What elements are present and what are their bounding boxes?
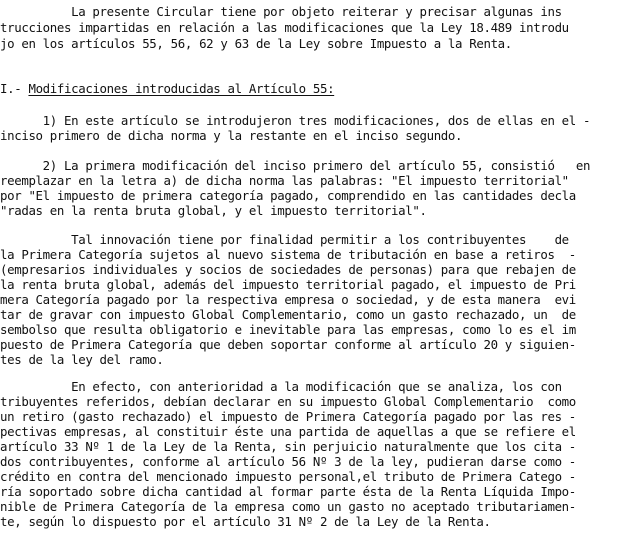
paragraph2-line-1: 2) La primera modificación del inciso primero del artículo 55, consistió en — [0, 158, 591, 173]
paragraph4-line-5: artículo 33 Nº 1 de la Ley de la Renta, sin perjuicio naturalmente que los cita - — [0, 439, 576, 454]
intro-line-2: trucciones impartidas en relación a las modificaciones que la Ley 18.489 introdu — [0, 20, 569, 35]
paragraph4-line-2: tribuyentes referidos, debían declarar en su impuesto Global Complementario como — [0, 394, 576, 409]
paragraph1-line-2: inciso primero de dicha norma y la restante en el inciso segundo. — [0, 128, 463, 143]
paragraph3-line-6: tar de gravar con impuesto Global Complementario, como un gasto rechazado, un de — [0, 307, 576, 322]
section-heading: Modificaciones introducidas al Artículo 55: — [28, 81, 335, 96]
paragraph4-line-4: pectivas empresas, al constituir éste una partida de aquellas a que se refiere el — [0, 424, 576, 439]
paragraph4-line-10: te, según lo dispuesto por el artículo 31 Nº 2 de la Ley de la Renta. — [0, 514, 491, 529]
paragraph3-line-1: Tal innovación tiene por finalidad permitir a los contribuyentes de — [0, 232, 569, 247]
paragraph3-line-9: tes de la ley del ramo. — [0, 352, 164, 367]
section-heading-prefix: I.- — [0, 81, 29, 96]
paragraph3-line-2: la Primera Categoría sujetos al nuevo sistema de tributación en base a retiros - — [0, 247, 576, 262]
paragraph3-line-4: la renta bruta global, además del impuesto territorial pagado, el impuesto de Pri — [0, 277, 576, 292]
paragraph2-line-4: "radas en la renta bruta global, y el impuesto territorial". — [0, 203, 427, 218]
paragraph2-line-2: reemplazar en la letra a) de dicha norma las palabras: "El impuesto territorial" — [0, 173, 569, 188]
paragraph2-line-3: por "El impuesto de primera categoría pagado, comprendido en las cantidades decla — [0, 188, 576, 203]
paragraph4-line-7: crédito en contra del mencionado impuesto personal,el tributo de Primera Catego - — [0, 469, 576, 484]
section-heading-line — [0, 81, 334, 96]
paragraph4-line-3: un retiro (gasto rechazado) el impuesto de Primera Categoría pagado por las res - — [0, 409, 576, 424]
paragraph3-line-7: sembolso que resulta obligatorio e inevitable para las empresas, como lo es el im — [0, 322, 576, 337]
paragraph4-line-9: nible de Primera Categoría de la empresa como un gasto no aceptado tributariamen- — [0, 499, 576, 514]
intro-line-1: La presente Circular tiene por objeto reiterar y precisar algunas ins — [0, 4, 562, 19]
paragraph3-line-3: (empresarios individuales y socios de sociedades de personas) para que rebajen de — [0, 262, 576, 277]
paragraph1-line-1: 1) En este artículo se introdujeron tres modificaciones, dos de ellas en el - — [0, 113, 591, 128]
paragraph3-line-8: puesto de Primera Categoría que deben soportar conforme al artículo 20 y siguien- — [0, 337, 576, 352]
paragraph4-line-6: dos contribuyentes, conforme al artículo 56 Nº 3 de la ley, pudieran darse como - — [0, 454, 576, 469]
paragraph4-line-8: ría soportado sobre dicha cantidad al formar parte ésta de la Renta Líquida Impo- — [0, 484, 576, 499]
paragraph3-line-5: mera Categoría pagado por la respectiva empresa o sociedad, y de esta manera evi — [0, 292, 576, 307]
intro-line-3: jo en los artículos 55, 56, 62 y 63 de la Ley sobre Impuesto a la Renta. — [0, 36, 512, 51]
paragraph4-line-1: En efecto, con anterioridad a la modificación que se analiza, los con — [0, 379, 562, 394]
